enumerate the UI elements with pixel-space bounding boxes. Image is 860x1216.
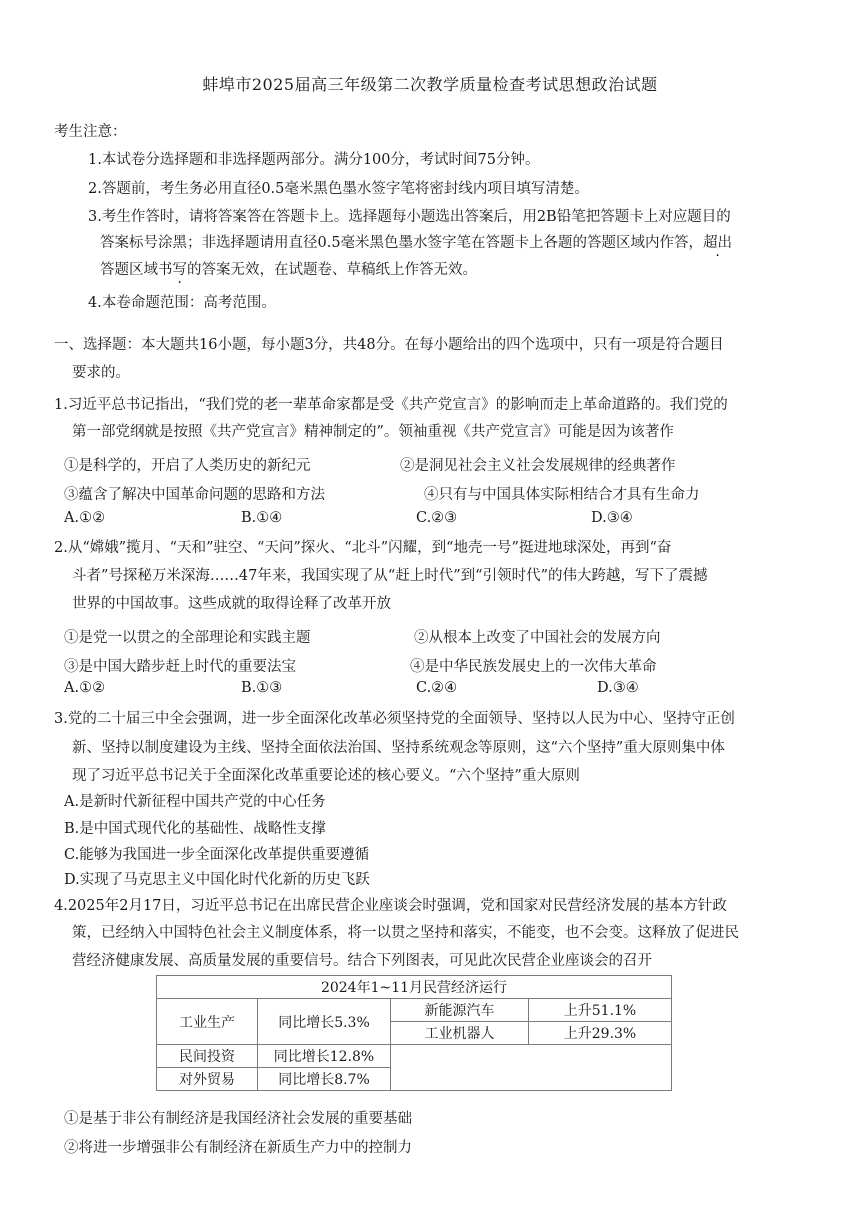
question-4-stem-cont: 营经济健康发展、高质量发展的重要信号。结合下列图表，可见此次民营企业座谈会的召开 xyxy=(72,953,652,969)
section-heading-cont: 要求的。 xyxy=(72,365,130,381)
notice-item-4: 4.本卷命题范围：高考范围。 xyxy=(88,295,276,311)
economy-stats-table xyxy=(156,975,672,1091)
q1-option-d: D.③④ xyxy=(591,510,633,526)
q1-statement-4: ④只有与中国具体实际相结合才具有生命力 xyxy=(424,487,700,503)
q1-option-c: C.②③ xyxy=(416,510,458,526)
question-2-stem-cont: 世界的中国故事。这些成就的取得诠释了改革开放 xyxy=(72,596,391,612)
question-1-stem-cont: 第一部党纲就是按照《共产党宣言》精神制定的”。领袖重视《共产党宣言》可能是因为该著作 xyxy=(72,424,674,440)
q2-statement-1: ①是党一以贯之的全部理论和实践主题 xyxy=(64,630,311,646)
q2-statement-2: ②从根本上改变了中国社会的发展方向 xyxy=(414,630,661,646)
notice-item-3: 3.考生作答时，请将答案答在答题卡上。选择题每小题选出答案后，用2B铅笔把答题卡上对应题目的 xyxy=(88,209,731,225)
section-heading: 一、选择题：本大题共16小题，每小题3分，共48分。在每小题给出的四个选项中，只有一项是符合题目 xyxy=(54,337,724,353)
table-cell: 上升51.1% xyxy=(529,999,672,1022)
table-cell: 同比增长8.7% xyxy=(258,1068,391,1091)
q2-option-b: B.①③ xyxy=(241,680,283,696)
question-4-stem: 4.2025年2月17日，习近平总书记在出席民营企业座谈会时强调，党和国家对民营经济发展的基本方针政 xyxy=(54,898,727,914)
table-empty-cell xyxy=(391,1045,672,1091)
question-3-stem-cont: 现了习近平总书记关于全面深化改革重要论述的核心要义。“六个坚持”重大原则 xyxy=(72,768,580,784)
emphasis-text: 答题区域书写的答案无效 · xyxy=(100,262,260,278)
q2-option-a: A.①② xyxy=(64,680,106,696)
notice-item-3-text: 答案标号涂黑；非选择题请用直径0.5毫米黑色墨水签字笔在答题卡上各题的答题区域内作答， xyxy=(100,235,704,251)
notice-item-3-text: ，在试题卷、草稿纸上作答无效。 xyxy=(259,262,477,278)
question-1-stem: 1.习近平总书记指出，“我们党的老一辈革命家都是受《共产党宣言》的影响而走上革命道路的。我们党的 xyxy=(54,397,728,413)
q4-statement-1: ①是基于非公有制经济是我国经济社会发展的重要基础 xyxy=(64,1111,412,1127)
table-cell: 新能源汽车 xyxy=(391,999,529,1022)
table-cell: 同比增长12.8% xyxy=(258,1045,391,1068)
question-2-stem-cont: 斗者”号探秘万米深海……47年来，我国实现了从“赶上时代”到“引领时代”的伟大跨越，写下了震撼 xyxy=(72,568,708,584)
q2-option-d: D.③④ xyxy=(597,680,639,696)
notice-item-3-line3 xyxy=(100,263,477,278)
q4-statement-2: ②将进一步增强非公有制经济在新质生产力中的控制力 xyxy=(64,1140,412,1156)
table-cell: 工业生产 xyxy=(157,999,258,1045)
q3-option-b: B.是中国式现代化的基础性、战略性支撑 xyxy=(64,821,326,837)
q3-option-d: D.实现了马克思主义中国化时代化新的历史飞跃 xyxy=(64,872,370,888)
q1-option-b: B.①④ xyxy=(241,510,283,526)
table-cell: 工业机器人 xyxy=(391,1022,529,1045)
table-title: 2024年1~11月民营经济运行 xyxy=(157,976,672,999)
q2-option-c: C.②④ xyxy=(416,680,458,696)
q1-statement-3: ③蕴含了解决中国革命问题的思路和方法 xyxy=(64,487,325,503)
q3-option-a: A.是新时代新征程中国共产党的中心任务 xyxy=(64,794,326,810)
q1-option-a: A.①② xyxy=(64,510,106,526)
question-3-stem-cont: 新、坚持以制度建设为主线、坚持全面依法治国、坚持系统观念等原则，这“六个坚持”重大原则集中体 xyxy=(72,740,725,756)
table-cell: 同比增长5.3% xyxy=(258,999,391,1045)
exam-title: 蚌埠市2025届高三年级第二次教学质量检查考试思想政治试题 xyxy=(202,75,658,94)
q1-statement-2: ②是洞见社会主义社会发展规律的经典著作 xyxy=(400,458,676,474)
question-4-stem-cont: 策，已经纳入中国特色社会主义制度体系，将一以贯之坚持和落实，不能变，也不会变。这释放了促进民 xyxy=(72,925,739,941)
q2-statement-4: ④是中华民族发展史上的一次伟大革命 xyxy=(410,659,657,675)
question-2-stem: 2.从“嫦娥”揽月、“天和”驻空、“天问”探火、“北斗”闪耀，到“地壳一号”挺进地球深处，再到“奋 xyxy=(54,540,672,556)
table-cell: 民间投资 xyxy=(157,1045,258,1068)
table-cell: 对外贸易 xyxy=(157,1068,258,1091)
notice-item-2: 2.答题前，考生务必用直径0.5毫米黑色墨水签字笔将密封线内项目填写清楚。 xyxy=(88,181,589,197)
notice-item-3-line2 xyxy=(100,236,732,251)
q3-option-c: C.能够为我国进一步全面深化改革提供重要遵循 xyxy=(64,847,370,863)
table-cell: 上升29.3% xyxy=(529,1022,672,1045)
emphasis-text: 超出 xyxy=(703,235,733,251)
q2-statement-3: ③是中国大踏步赶上时代的重要法宝 xyxy=(64,659,296,675)
notice-heading: 考生注意： xyxy=(54,124,127,140)
question-3-stem: 3.党的二十届三中全会强调，进一步全面深化改革必须坚持党的全面领导、坚持以人民为中心、坚持守正创 xyxy=(54,711,735,727)
notice-item-1: 1.本试卷分选择题和非选择题两部分。满分100分，考试时间75分钟。 xyxy=(88,152,540,168)
q1-statement-1: ①是科学的，开启了人类历史的新纪元 xyxy=(64,458,311,474)
